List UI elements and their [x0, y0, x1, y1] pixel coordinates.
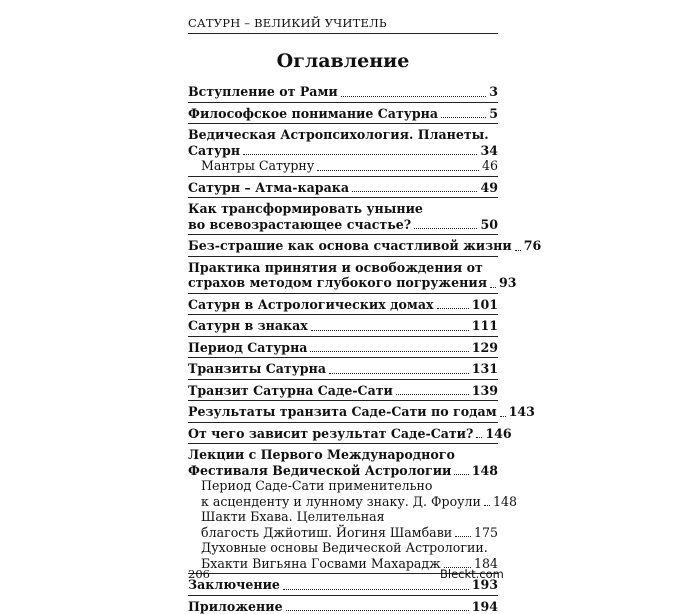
dot-leader: [317, 170, 479, 171]
toc-entry-line: От чего зависит результат Саде-Сати?: [188, 426, 473, 442]
toc-entry-line: Лекции с Первого Международного: [188, 447, 498, 463]
toc-entry-line: Мантры Сатурну: [201, 158, 314, 174]
toc-entry-line: Приложение: [188, 599, 283, 614]
toc-page-number: 148: [493, 494, 517, 510]
toc-entry-line: Транзит Сатурна Саде-Сати: [188, 383, 393, 399]
toc-entry: [188, 106, 498, 122]
dot-leader: [396, 394, 469, 395]
dot-leader: [454, 474, 468, 475]
toc-entry-line: страхов методом глубокого погружения: [188, 275, 487, 291]
toc-entry: [188, 318, 498, 334]
toc-entry: [188, 599, 498, 614]
dot-leader: [414, 228, 477, 229]
dot-leader: [476, 437, 482, 438]
toc-entry: [188, 238, 498, 254]
toc-page-number: 129: [472, 340, 498, 356]
dot-leader: [515, 250, 521, 251]
dot-leader: [310, 351, 468, 352]
toc-entry-line: Период Саде-Сати применительно: [201, 478, 498, 494]
toc-entry: [188, 84, 498, 100]
toc-entry: [188, 260, 498, 291]
dot-leader: [341, 96, 486, 97]
toc-page-number: 76: [524, 238, 542, 254]
toc-page-number: 139: [472, 383, 498, 399]
toc-entry: [188, 180, 498, 196]
toc-divider: [188, 176, 498, 177]
toc-entry: [188, 127, 498, 158]
dot-leader: [437, 308, 469, 309]
footer-site: Bleckt.com: [440, 567, 498, 581]
toc-divider: [188, 595, 498, 596]
toc-entry-line: Бхакти Вигьяна Госвами Махарадж: [201, 556, 441, 572]
toc-entry-line: Сатурн – Атма-карака: [188, 180, 349, 196]
toc-entry-line: благость Джйотиш. Йогиня Шамбави: [201, 525, 452, 541]
toc-entry: [188, 297, 498, 313]
toc-page-number: 193: [472, 577, 498, 593]
dot-leader: [243, 154, 477, 155]
dot-leader: [329, 373, 469, 374]
toc-entry-line: Сатурн в знаках: [188, 318, 308, 334]
dot-leader: [286, 610, 469, 611]
toc-divider: [188, 293, 498, 294]
dot-leader: [352, 191, 477, 192]
page-title: Оглавление: [188, 48, 498, 74]
toc-entry: [188, 340, 498, 356]
running-head: САТУРН – ВЕЛИКИЙ УЧИТЕЛЬ: [188, 16, 498, 30]
toc-page-number: 111: [472, 318, 498, 334]
toc-divider: [188, 314, 498, 315]
toc-page-number: 3: [489, 84, 498, 100]
toc-entry-line: во всевозрастающее счастье?: [188, 217, 411, 233]
toc-divider: [188, 256, 498, 257]
toc-divider: [188, 379, 498, 380]
toc-page-number: 175: [474, 525, 498, 541]
toc-entry-line: Без-страшие как основа счастливой жизни: [188, 238, 512, 254]
toc-entry-line: к асценденту и лунному знаку. Д. Фроули: [201, 494, 481, 510]
toc-entry-line: Сатурн в Астрологических домах: [188, 297, 434, 313]
toc-entry: [188, 201, 498, 232]
toc-page-number: 143: [509, 404, 535, 420]
dot-leader: [484, 505, 490, 506]
toc-entry-line: Вступление от Рами: [188, 84, 338, 100]
dot-leader: [311, 330, 469, 331]
toc-entry-line: Фестиваля Ведической Астрологии: [188, 463, 451, 479]
running-head-rule: [188, 33, 498, 34]
toc-entry-line: Практика принятия и освобождения от: [188, 260, 498, 276]
toc-entry-line: Духовные основы Ведической Астрологии.: [201, 540, 498, 556]
toc-divider: [188, 400, 498, 401]
toc-divider: [188, 102, 498, 103]
toc-page-number: 49: [480, 180, 498, 196]
table-of-contents: [188, 84, 498, 614]
toc-page-number: 93: [499, 275, 517, 291]
dot-leader: [283, 589, 469, 590]
toc-page-number: 184: [474, 556, 498, 572]
toc-page-number: 101: [472, 297, 498, 313]
toc-page-number: 5: [489, 106, 498, 122]
toc-entry: [188, 426, 498, 442]
dot-leader: [500, 416, 506, 417]
toc-entry-line: Результаты транзита Саде-Сати по годам: [188, 404, 497, 420]
footer-page-number: 206: [188, 567, 210, 581]
toc-divider: [188, 443, 498, 444]
toc-divider: [188, 197, 498, 198]
toc-entry-line: Ведическая Астропсихология. Планеты.: [188, 127, 498, 143]
toc-entry-line: Заключение: [188, 577, 280, 593]
toc-entry: [188, 361, 498, 377]
toc-entry-line: Шакти Бхава. Целительная: [201, 509, 498, 525]
toc-entry-line: Философское понимание Сатурна: [188, 106, 438, 122]
toc-divider: [188, 234, 498, 235]
toc-page-number: 194: [472, 599, 498, 614]
dot-leader: [490, 287, 496, 288]
toc-page-number: 46: [482, 158, 498, 174]
toc-divider: [188, 123, 498, 124]
toc-page-number: 34: [480, 143, 498, 159]
toc-entry: [188, 478, 498, 509]
toc-page-number: 131: [472, 361, 498, 377]
toc-entry-line: Сатурн: [188, 143, 240, 159]
toc-page-number: 146: [485, 426, 511, 442]
dot-leader: [455, 536, 471, 537]
toc-divider: [188, 336, 498, 337]
toc-page-number: 50: [480, 217, 498, 233]
toc-entry: [188, 383, 498, 399]
toc-entry-line: Период Сатурна: [188, 340, 307, 356]
dot-leader: [441, 117, 486, 118]
toc-divider: [188, 422, 498, 423]
toc-entry: [188, 447, 498, 478]
toc-entry-line: Как трансформировать уныние: [188, 201, 498, 217]
toc-entry: [188, 509, 498, 540]
toc-entry: [188, 158, 498, 174]
toc-page-number: 148: [472, 463, 498, 479]
toc-entry: [188, 404, 498, 420]
toc-entry-line: Транзиты Сатурна: [188, 361, 326, 377]
toc-divider: [188, 357, 498, 358]
